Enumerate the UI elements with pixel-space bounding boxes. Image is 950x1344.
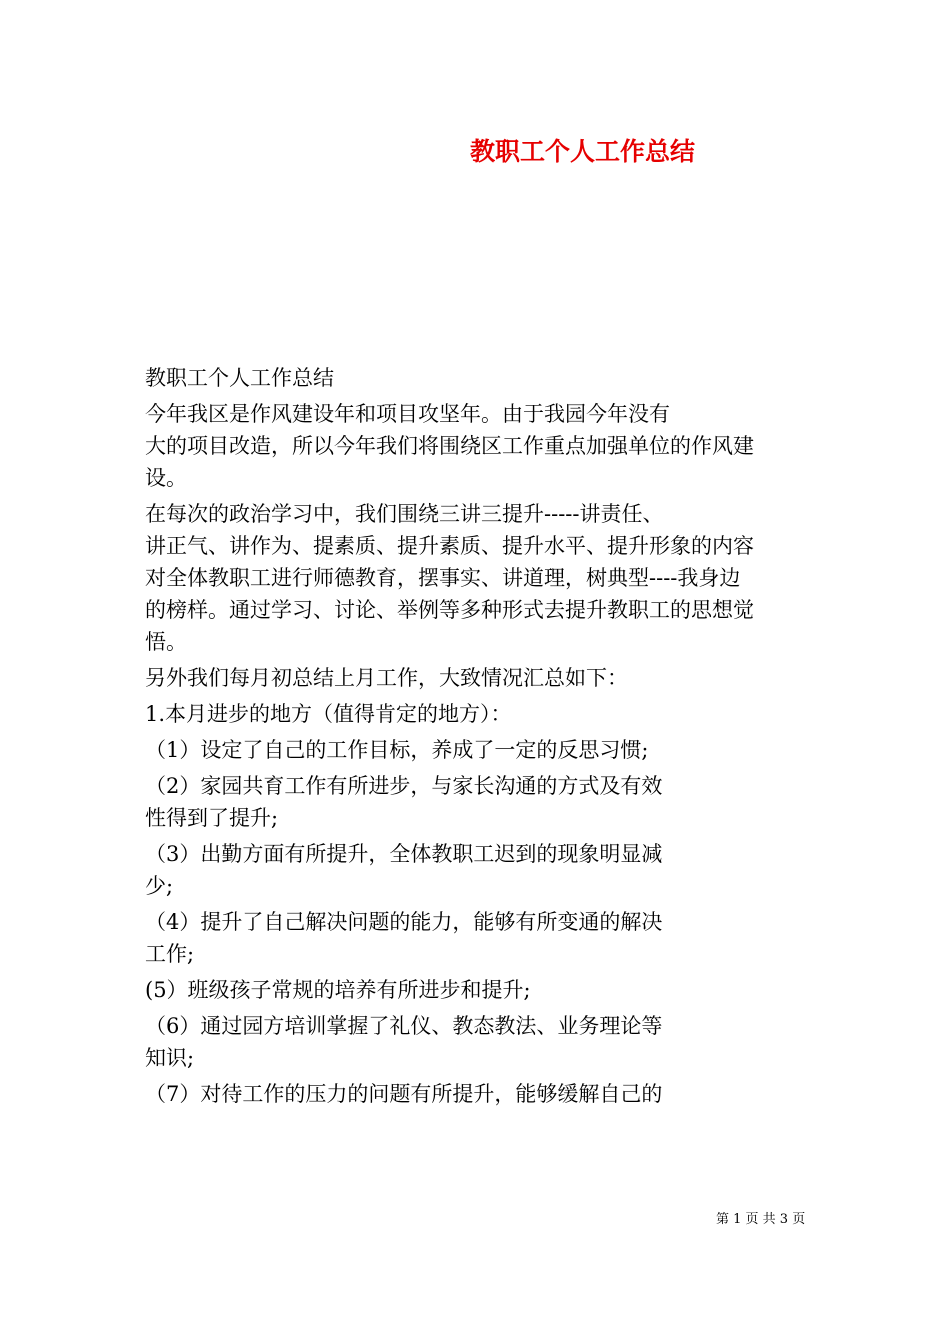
paragraph: 1.本月进步的地方（值得肯定的地方）： xyxy=(145,702,512,726)
list-item: （1）设定了自己的工作目标，养成了一定的反思习惯; xyxy=(145,738,649,762)
list-item: （4）提升了自己解决问题的能力，能够有所变通的解决 工作; xyxy=(145,910,663,966)
paragraph: 在每次的政治学习中，我们围绕三讲三提升-----讲责任、 讲正气、讲作为、提素质、提升素质、提升水平、提升形象的内容 对全体教职工进行师德教育，摆事实、讲道理，树典型----我身边 的榜样。通过学习、讨论、举例等多种形式去提升教职工的思想觉 悟。 xyxy=(145,502,754,654)
paragraph: 另外我们每月初总结上月工作，大致情况汇总如下： xyxy=(145,666,628,690)
list-item: （3）出勤方面有所提升，全体教职工迟到的现象明显减 少; xyxy=(145,842,663,898)
document-title: 教职工个人工作总结 xyxy=(470,137,696,166)
list-item: (5）班级孩子常规的培养有所进步和提升; xyxy=(145,978,531,1002)
list-item: （7）对待工作的压力的问题有所提升，能够缓解自己的 xyxy=(145,1082,663,1106)
paragraph: 教职工个人工作总结 xyxy=(145,366,334,390)
page-number: 第 1 页 共 3 页 xyxy=(716,1212,806,1227)
list-item: （6）通过园方培训掌握了礼仪、教态教法、业务理论等 知识; xyxy=(145,1014,663,1070)
paragraph: 今年我区是作风建设年和项目攻坚年。由于我园今年没有 大的项目改造，所以今年我们将围绕区工作重点加强单位的作风建 设。 xyxy=(145,402,754,490)
document-body xyxy=(145,362,807,1114)
list-item: （2）家园共育工作有所进步，与家长沟通的方式及有效 性得到了提升; xyxy=(145,774,663,830)
